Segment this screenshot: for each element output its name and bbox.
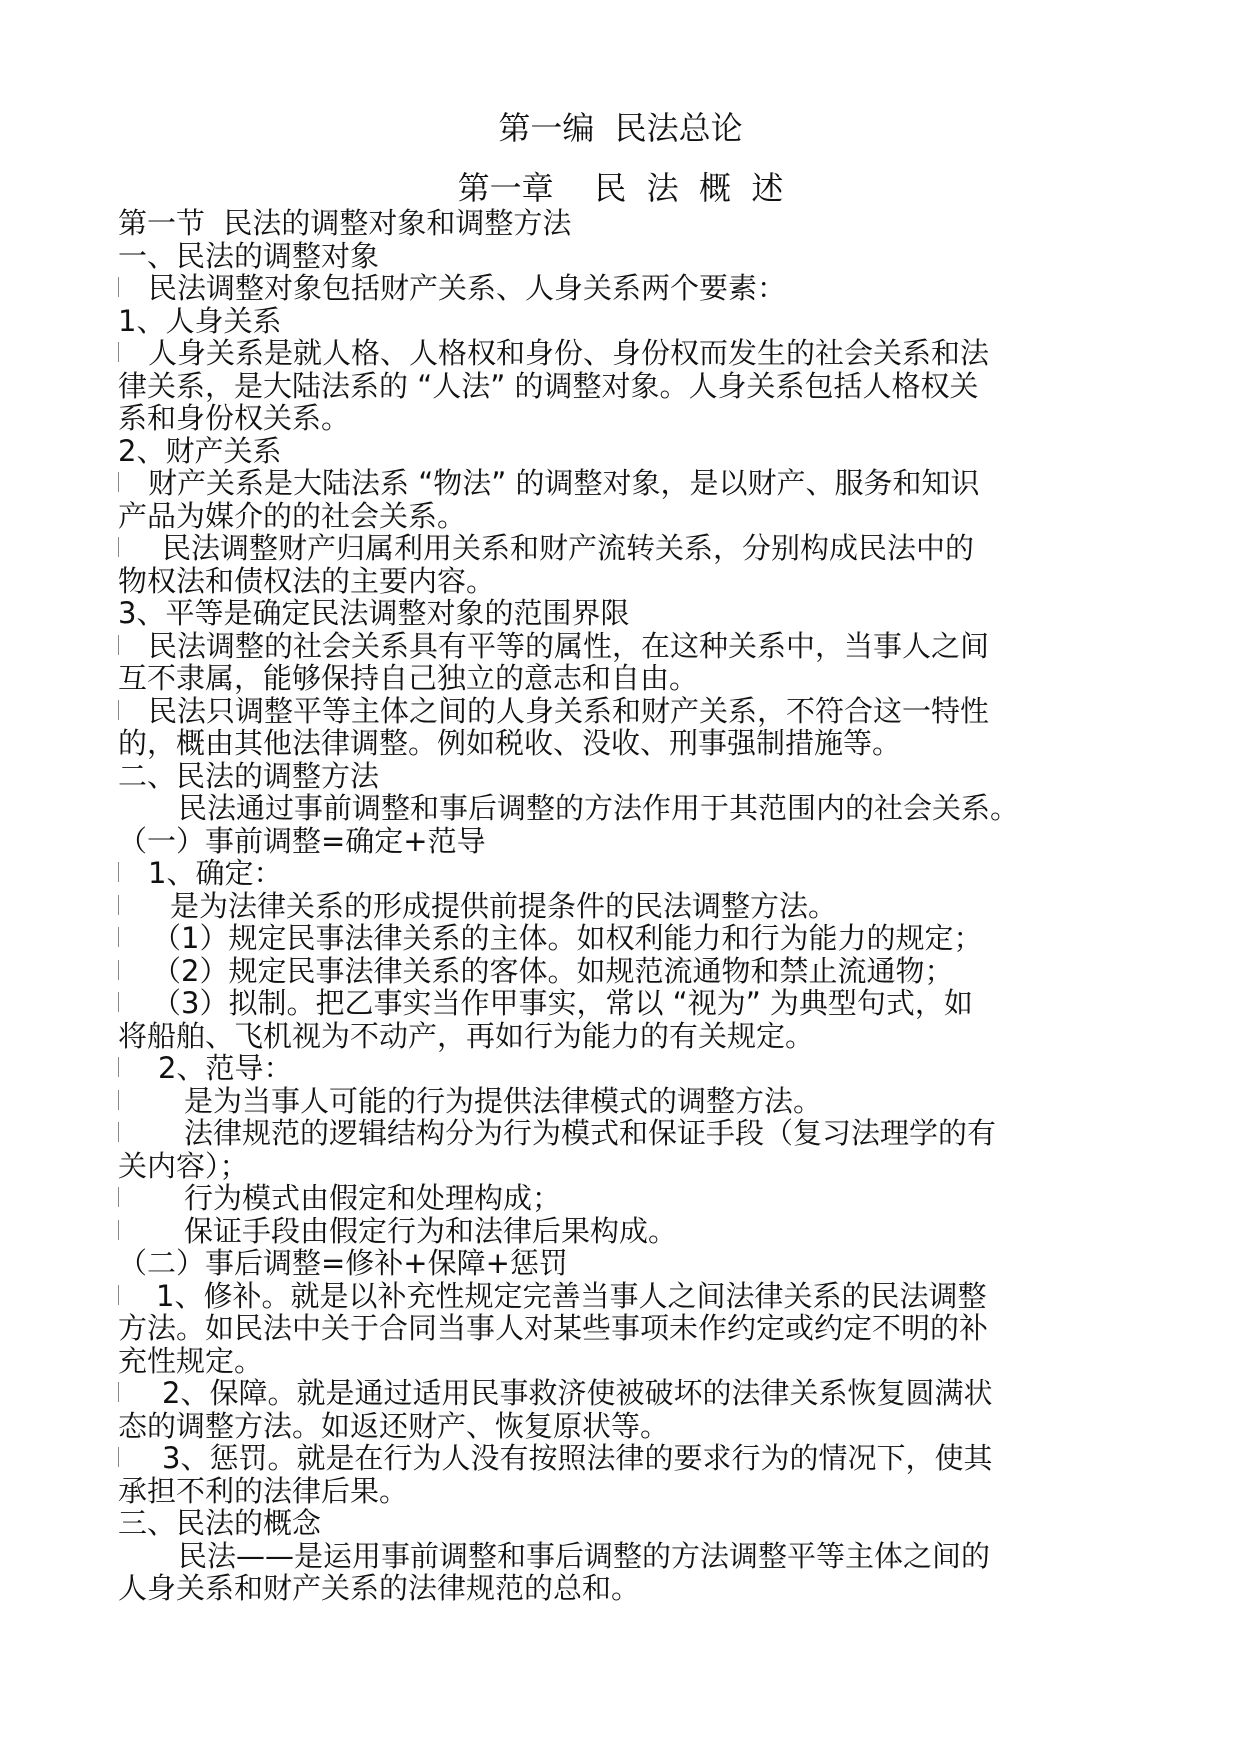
text-line	[118, 240, 1130, 273]
line-text: 保证手段由假定行为和法律后果构成。	[184, 1213, 678, 1248]
paragraph-marker	[118, 1285, 119, 1305]
text-line	[118, 435, 1130, 468]
line-text: 民法调整对象包括财产关系、人身关系两个要素：	[148, 271, 787, 305]
line-text: 1、人身关系	[118, 303, 282, 338]
line-text: 关内容）；	[118, 1148, 249, 1183]
text-line	[118, 1345, 1130, 1378]
text-line	[118, 1410, 1130, 1443]
part-title: 第一编 民法总论	[498, 109, 743, 147]
text-line	[118, 1247, 1130, 1280]
line-text: （1）规定民事法律关系的主体。如权利能力和行为能力的规定；	[152, 921, 983, 955]
paragraph-marker	[118, 635, 119, 655]
document-body	[118, 207, 1130, 1605]
paragraph-marker	[118, 895, 119, 915]
line-text: 方法。如民法中关于合同当事人对某些事项未作约定或约定不明的补	[118, 1311, 989, 1345]
paragraph-marker	[118, 927, 119, 947]
text-line	[118, 630, 1130, 663]
text-line	[118, 1572, 1130, 1605]
line-text: 承担不利的法律后果。	[118, 1473, 409, 1508]
text-line	[118, 1540, 1130, 1573]
line-text: 一、民法的调整对象	[118, 238, 380, 273]
text-line	[118, 1020, 1130, 1053]
text-line	[118, 467, 1130, 500]
text-line	[118, 272, 1130, 305]
paragraph-marker	[118, 1122, 119, 1142]
text-line	[118, 727, 1130, 760]
text-line	[118, 337, 1130, 370]
line-text: 3、平等是确定民法调整对象的范围界限	[118, 596, 630, 630]
paragraph-marker	[118, 342, 119, 362]
line-text: 行为模式由假定和处理构成；	[184, 1181, 562, 1215]
paragraph-marker	[118, 1057, 119, 1077]
line-text: 态的调整方法。如返还财产、恢复原状等。	[118, 1408, 670, 1443]
text-line	[118, 922, 1130, 955]
line-text: 民法只调整平等主体之间的人身关系和财产关系，不符合这一特性	[148, 693, 990, 728]
line-text: 人身关系和财产关系的法律规范的总和。	[118, 1571, 641, 1605]
paragraph-marker	[118, 1090, 119, 1110]
text-line	[118, 662, 1130, 695]
paragraph-marker	[118, 472, 119, 492]
text-line	[118, 207, 1130, 240]
text-line	[118, 305, 1130, 338]
text-line	[118, 1052, 1130, 1085]
paragraph-marker	[118, 537, 119, 557]
text-line	[118, 695, 1130, 728]
line-text: （二）事后调整=修补+保障+惩罚	[118, 1246, 568, 1280]
line-text: 律关系，是大陆法系的 “人法” 的调整对象。人身关系包括人格权关	[118, 368, 979, 403]
line-text: （2）规定民事法律关系的客体。如规范流通物和禁止流通物；	[152, 953, 954, 988]
paragraph-marker	[118, 992, 119, 1012]
line-text: 互不隶属，能够保持自己独立的意志和自由。	[118, 661, 699, 695]
text-line	[118, 890, 1130, 923]
text-line	[118, 1085, 1130, 1118]
text-line	[118, 1280, 1130, 1313]
paragraph-marker	[118, 960, 119, 980]
line-text: 物权法和债权法的主要内容。	[118, 563, 496, 598]
line-text: 是为当事人可能的行为提供法律模式的调整方法。	[184, 1083, 823, 1118]
line-text: 将船舶、飞机视为不动产，再如行为能力的有关规定。	[118, 1018, 815, 1053]
text-line	[118, 987, 1130, 1020]
line-text: 人身关系是就人格、人格权和身份、身份权而发生的社会关系和法	[148, 336, 990, 370]
line-text: （一）事前调整=确定+范导	[118, 823, 486, 858]
line-text: 民法通过事前调整和事后调整的方法作用于其范围内的社会关系。	[178, 791, 1020, 825]
paragraph-marker	[118, 700, 119, 720]
text-line	[118, 1215, 1130, 1248]
line-text: 民法调整财产归属利用关系和财产流转关系，分别构成民法中的	[162, 531, 975, 565]
text-line	[118, 500, 1130, 533]
paragraph-marker	[118, 1187, 119, 1207]
text-line	[118, 370, 1130, 403]
line-text: （3）拟制。把乙事实当作甲事实，常以 “视为” 为典型句式，如	[152, 986, 973, 1020]
text-line	[118, 1475, 1130, 1508]
text-line	[118, 955, 1130, 988]
line-text: 3、惩罚。就是在行为人没有按照法律的要求行为的情况下，使其	[162, 1441, 993, 1475]
line-text: 法律规范的逻辑结构分为行为模式和保证手段（复习法理学的有	[184, 1116, 997, 1150]
line-text: 三、民法的概念	[118, 1506, 322, 1540]
text-line	[118, 597, 1130, 630]
paragraph-marker	[118, 1447, 119, 1467]
line-text: 财产关系是大陆法系 “物法” 的调整对象，是以财产、服务和知识	[148, 466, 980, 500]
paragraph-marker	[118, 1220, 119, 1240]
paragraph-marker	[118, 1382, 119, 1402]
text-line	[118, 857, 1130, 890]
text-line	[118, 1312, 1130, 1345]
line-text: 充性规定。	[118, 1343, 264, 1378]
text-line	[118, 1377, 1130, 1410]
text-line	[118, 402, 1130, 435]
line-text: 二、民法的调整方法	[118, 758, 380, 793]
text-line	[118, 565, 1130, 598]
line-text: 产品为媒介的的社会关系。	[118, 498, 467, 533]
text-line	[118, 1507, 1130, 1540]
line-text: 1、确定：	[148, 856, 283, 890]
text-line	[118, 792, 1130, 825]
line-text: 是为法律关系的形成提供前提条件的民法调整方法。	[170, 888, 838, 923]
text-line	[118, 532, 1130, 565]
line-text: 第一节 民法的调整对象和调整方法	[118, 206, 572, 240]
line-text: 系和身份权关系。	[118, 401, 351, 435]
text-line	[118, 1442, 1130, 1475]
line-text: 2、财产关系	[118, 433, 282, 468]
paragraph-marker	[118, 277, 119, 297]
line-text: 民法调整的社会关系具有平等的属性，在这种关系中，当事人之间	[148, 628, 990, 663]
line-text: 民法——是运用事前调整和事后调整的方法调整平等主体之间的	[178, 1538, 991, 1573]
line-text: 1、修补。就是以补充性规定完善当事人之间法律关系的民法调整	[156, 1278, 987, 1313]
line-text: 的，概由其他法律调整。例如税收、没收、刑事强制措施等。	[118, 726, 902, 760]
chapter-title: 第一章 民 法 概 述	[457, 169, 784, 207]
text-line	[118, 1182, 1130, 1215]
text-line	[118, 825, 1130, 858]
text-line	[118, 1150, 1130, 1183]
text-line	[118, 760, 1130, 793]
paragraph-marker	[118, 862, 119, 882]
text-line	[118, 1117, 1130, 1150]
line-text: 2、范导：	[158, 1051, 293, 1085]
line-text: 2、保障。就是通过适用民事救济使被破坏的法律关系恢复圆满状	[162, 1376, 993, 1410]
